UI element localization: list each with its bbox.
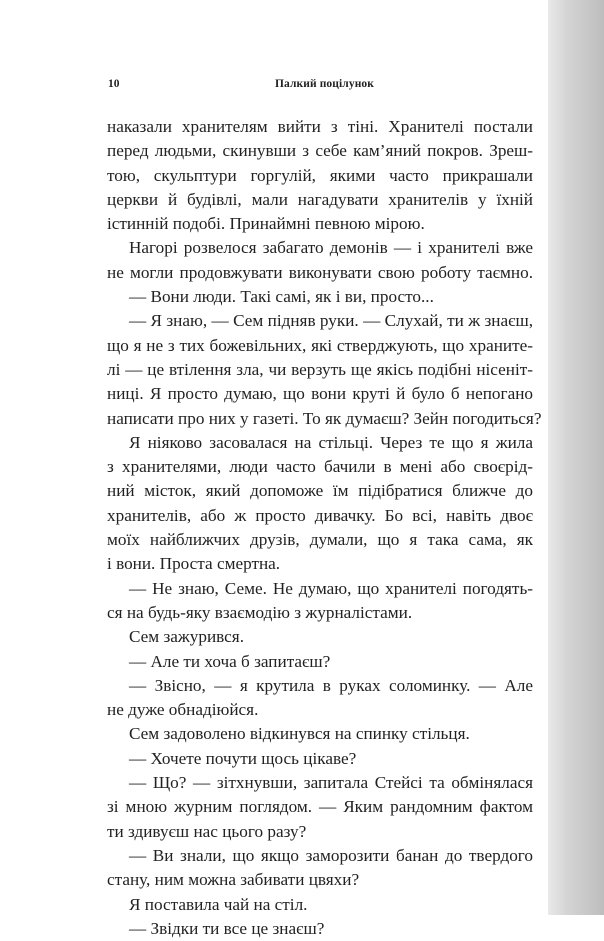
text-line: написати про них у газеті. То як думаєш? Зейн погодиться?: [107, 408, 542, 428]
text-line: стану, ним можна забивати цвяхи?: [107, 870, 360, 890]
text-line: і вони. Проста смертна.: [107, 554, 281, 574]
text-line: — Ви знали, що якщо заморозити банан до твердого: [129, 845, 533, 865]
text-line: — Але ти хоча б запитаєш?: [129, 651, 331, 671]
body-text: [107, 115, 542, 941]
text-line: що я не з тих божевільних, які стверджують, що храните-: [107, 335, 533, 355]
text-line: лі — це втілення зла, чи верзуть ще якісь подібні нісеніт-: [107, 359, 533, 379]
text-line: — Вони люди. Такі самі, як і ви, просто...: [129, 287, 434, 307]
text-line: Я ніяково засовалася на стільці. Через те що я жила: [129, 432, 533, 452]
page-number: 10: [108, 78, 120, 90]
text-line: перед людьми, скинувши з себе кам’яний покров. Зреш-: [107, 141, 533, 161]
text-line: з хранителями, люди часто бачили в мені або своєрід-: [107, 457, 533, 477]
text-line: ся на будь-яку взаємодію з журналістами.: [107, 602, 413, 622]
text-line: зі мною журним поглядом. — Яким рандомним фактом: [107, 797, 533, 817]
text-line: наказали хранителям вийти з тіні. Хранителі постали: [107, 117, 533, 136]
text-line: не дуже обнадіюйся.: [107, 700, 259, 720]
text-line: — Звідки ти все це знаєш?: [129, 918, 325, 938]
text-line: Сем зажурився.: [129, 627, 245, 647]
text-line: тою, скульптури горгулій, якими часто прикрашали: [107, 165, 533, 185]
text-line: ти здивуєш нас цього разу?: [107, 821, 307, 841]
text-line: — Що? — зітхнувши, запитала Стейсі та обмінялася: [129, 773, 533, 793]
page-header: [108, 78, 532, 96]
text-line: Сем задоволено відкинувся на спинку стільця.: [129, 724, 470, 744]
text-line: хранителів, або ж просто дивачку. Бо всі, навіть двоє: [107, 505, 533, 525]
text-line: — Не знаю, Семе. Не думаю, що хранителі погодять-: [129, 578, 533, 598]
text-line: ниці. Я просто думаю, що вони круті й було б непогано: [107, 384, 533, 404]
text-line: ний місток, який допоможе їм підібратися ближче до: [107, 481, 533, 501]
running-title: Палкий поцілунок: [275, 78, 375, 90]
text-line: — Хочете почути щось цікаве?: [129, 748, 357, 768]
text-line: Я поставила чай на стіл.: [129, 894, 308, 914]
text-line: моїх найближчих друзів, думали, що я така сама, як: [107, 530, 533, 550]
text-line: не могли продовжувати виконувати свою роботу таємно.: [107, 262, 533, 282]
text-line: — Звісно, — я крутила в руках соломинку. — Але: [129, 675, 533, 695]
text-line: — Я знаю, — Сем підняв руки. — Слухай, ти ж знаєш,: [129, 311, 533, 331]
page-edge-shadow: [548, 0, 604, 915]
text-line: істинній подобі. Принаймні певною мірою.: [107, 214, 425, 234]
text-line: церкви й будівлі, мали нагадувати хранителів у їхній: [107, 189, 533, 209]
text-line: Нагорі розвелося забагато демонів — і хранителі вже: [129, 238, 533, 258]
